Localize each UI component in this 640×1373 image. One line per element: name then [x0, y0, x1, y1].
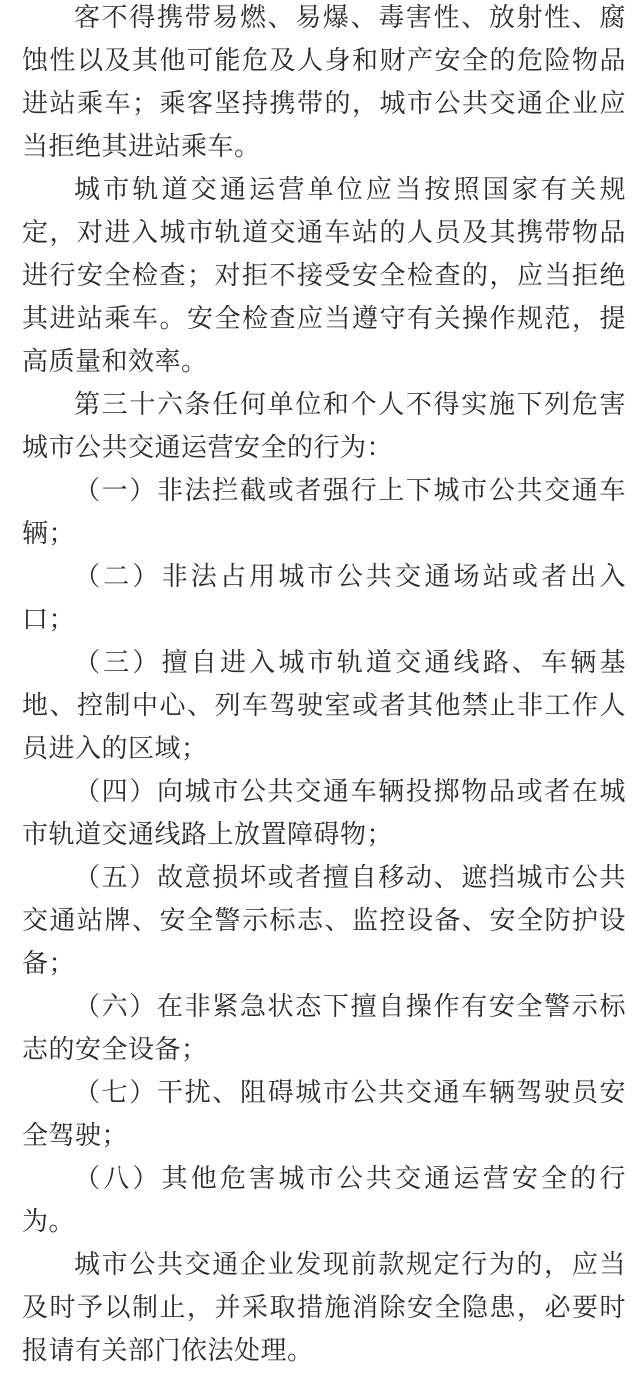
paragraph-enterprise-duty: 城市公共交通企业发现前款规定行为的，应当及时予以制止，并采取措施消除安全隐患，必要时报请有关部门依法处理。	[22, 1250, 626, 1366]
paragraph-article-36: 第三十六条任何单位和个人不得实施下列危害城市公共交通运营安全的行为：	[22, 390, 626, 463]
paragraph-security-check: 城市轨道交通运营单位应当按照国家有关规定，对进入城市轨道交通车站的人员及其携带物品进行安全检查；对拒不接受安全检查的，应当拒绝其进站乘车。安全检查应当遵守有关操作规范，提高质量和效率。	[22, 175, 626, 377]
list-item-1: （一）非法拦截或者强行上下城市公共交通车辆；	[22, 476, 626, 549]
list-item-3: （三）擅自进入城市轨道交通线路、车辆基地、控制中心、列车驾驶室或者其他禁止非工作人员进入的区域；	[22, 648, 626, 764]
list-item-2: （二）非法占用城市公共交通场站或者出入口；	[22, 562, 626, 635]
list-item-4: （四）向城市公共交通车辆投掷物品或者在城市轨道交通线路上放置障碍物；	[22, 777, 626, 850]
paragraph-prohibited-items: 客不得携带易燃、易爆、毒害性、放射性、腐蚀性以及其他可能危及人身和财产安全的危险物品进站乘车；乘客坚持携带的，城市公共交通企业应当拒绝其进站乘车。	[22, 3, 626, 162]
list-item-6: （六）在非紧急状态下擅自操作有安全警示标志的安全设备；	[22, 992, 626, 1065]
list-item-7: （七）干扰、阻碍城市公共交通车辆驾驶员安全驾驶；	[22, 1078, 626, 1151]
list-item-8: （八）其他危害城市公共交通运营安全的行为。	[22, 1164, 626, 1237]
list-item-5: （五）故意损坏或者擅自移动、遮挡城市公共交通站牌、安全警示标志、监控设备、安全防护设备；	[22, 863, 626, 979]
